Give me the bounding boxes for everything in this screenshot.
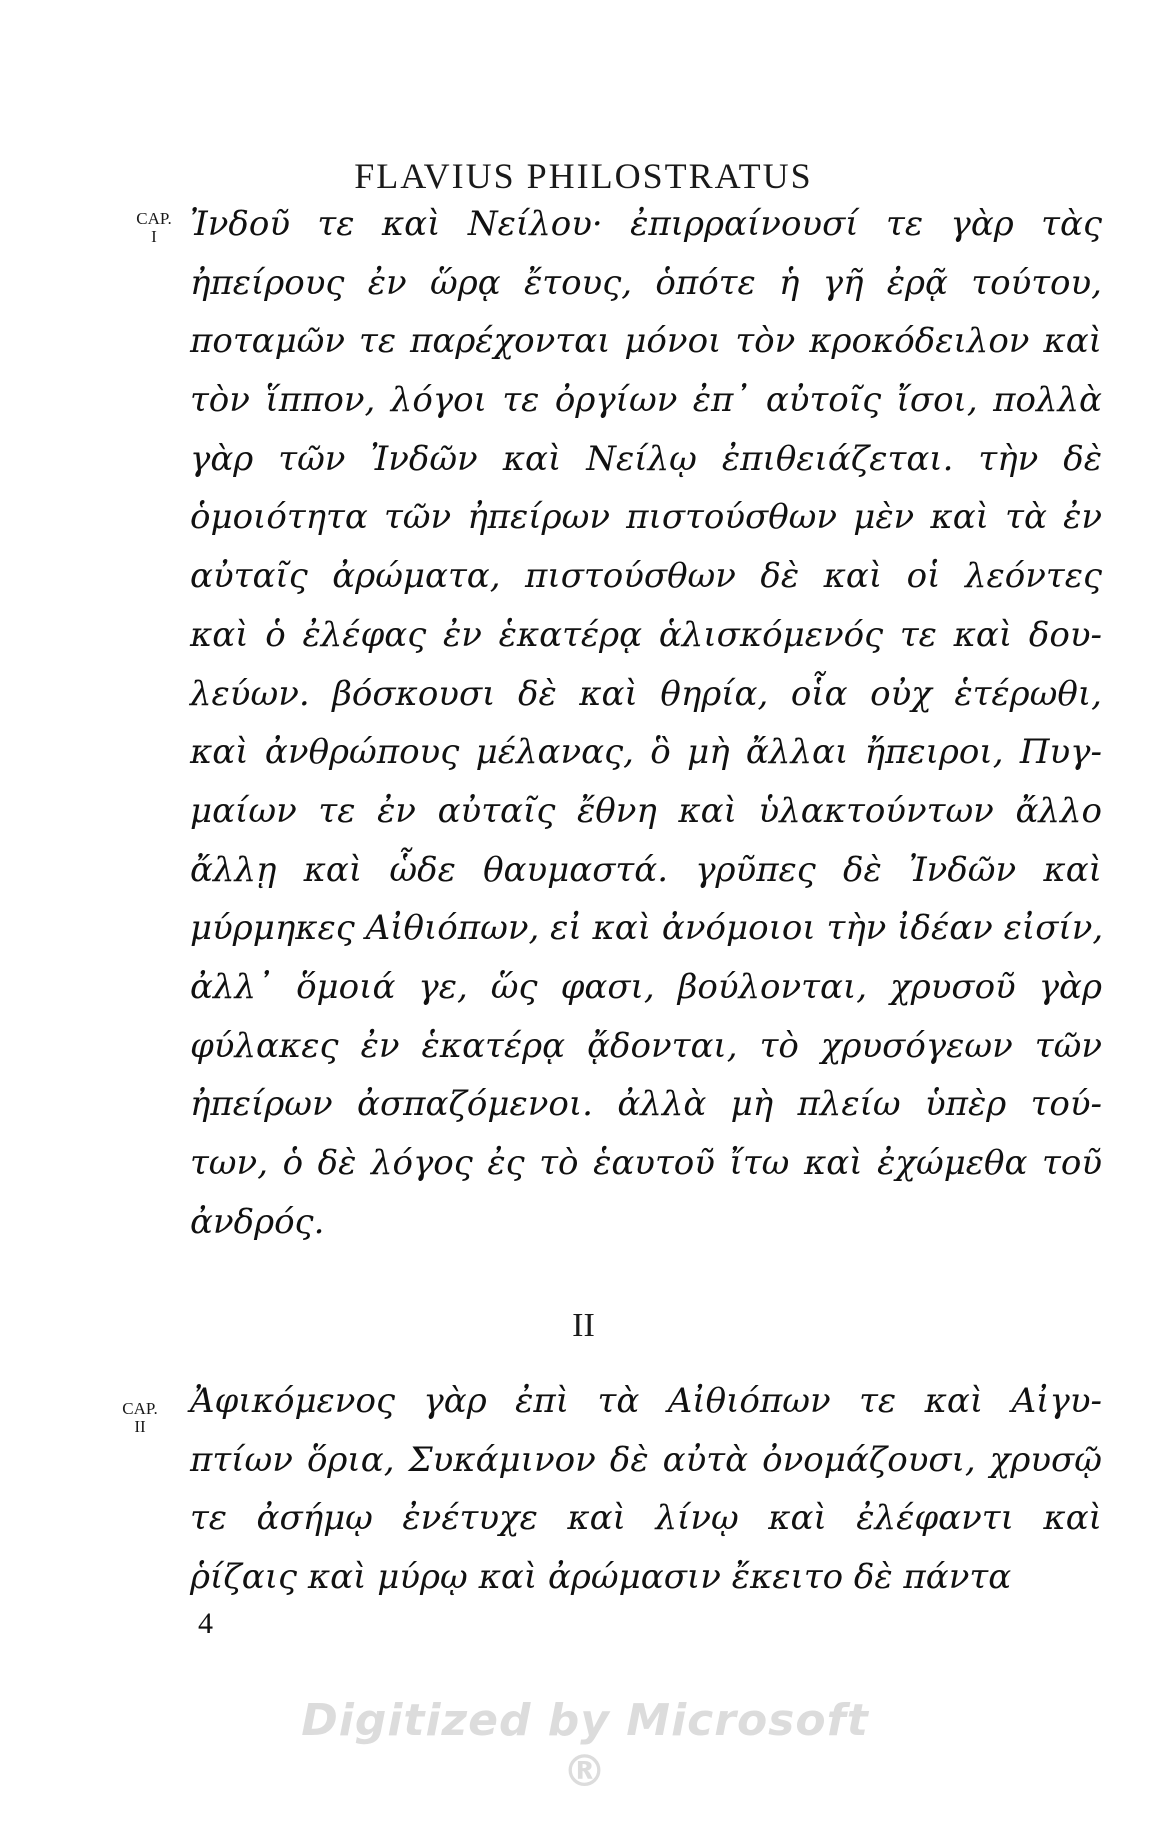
text-line: ἠπείρους ἐν ὥρᾳ ἔτους, ὁπότε ἡ γῆ ἐρᾷ τούτου,: [190, 262, 1102, 303]
chapter-2-margin-number: II: [134, 1417, 146, 1436]
text-line: αὐταῖς ἀρώματα, πιστούσθων δὲ καὶ οἱ λεόντες: [190, 556, 1102, 597]
text-line: ὁμοιότητα τῶν ἠπείρων πιστούσθων μὲν καὶ τὰ ἐν: [190, 497, 1102, 538]
text-line: ἀνδρός.: [190, 1201, 325, 1242]
text-line: Ἰνδοῦ τε καὶ Νείλου· ἐπιρραίνουσί τε γὰρ τὰς: [190, 204, 1102, 244]
text-line: ῥίζαις καὶ μύρῳ καὶ ἀρώμασιν ἔκειτο δὲ πάντα: [190, 1557, 1012, 1598]
text-line: ποταμῶν τε παρέχονται μόνοι τὸν κροκόδειλον καὶ: [190, 321, 1102, 362]
section-number: II: [572, 1307, 595, 1344]
page-number: 4: [198, 1607, 213, 1640]
text-line: ἄλλῃ καὶ ὧδε θαυμαστά. γρῦπες δὲ Ἰνδῶν καὶ: [190, 849, 1102, 890]
chapter-1-margin-label: CAP.: [136, 209, 172, 228]
chapter-2-margin-note: [110, 1400, 170, 1436]
digitization-watermark: Digitized by Microsoft ®: [301, 1695, 869, 1797]
chapter-2-text: [190, 1372, 1102, 1607]
text-line: τὸν ἵππον, λόγοι τε ὀργίων ἐπ᾽ αὐτοῖς ἴσοι, πολλὰ: [190, 380, 1102, 421]
text-line: μύρμηκες Αἰθιόπων, εἰ καὶ ἀνόμοιοι τὴν ἰδέαν εἰσίν,: [190, 908, 1104, 949]
running-head: FLAVIUS PHILOSTRATUS: [354, 156, 813, 196]
text-line: μαίων τε ἐν αὐταῖς ἔθνη καὶ ὑλακτούντων ἄλλο: [190, 790, 1102, 831]
chapter-1-margin-note: [128, 210, 180, 246]
text-line: γὰρ τῶν Ἰνδῶν καὶ Νείλῳ ἐπιθειάζεται. τὴν δὲ: [190, 438, 1102, 479]
text-line: πτίων ὅρια, Συκάμινον δὲ αὐτὰ ὀνομάζουσι, χρυσῷ: [190, 1439, 1102, 1480]
text-line: τε ἀσήμῳ ἐνέτυχε καὶ λίνῳ καὶ ἐλέφαντι καὶ: [190, 1498, 1102, 1539]
text-line: ἀλλ᾽ ὅμοιά γε, ὥς φασι, βούλονται, χρυσοῦ γὰρ: [190, 966, 1102, 1007]
text-line: των, ὁ δὲ λόγος ἐς τὸ ἑαυτοῦ ἴτω καὶ ἐχώμεθα τοῦ: [190, 1143, 1102, 1183]
text-line: λεύων. βόσκουσι δὲ καὶ θηρία, οἷα οὐχ ἑτέρωθι,: [190, 673, 1102, 714]
chapter-2-margin-label: CAP.: [122, 1399, 158, 1418]
chapter-1-text: [190, 195, 1102, 1251]
chapter-1-margin-number: I: [151, 227, 157, 246]
text-line: ἠπείρων ἀσπαζόμενοι. ἀλλὰ μὴ πλείω ὑπὲρ τού-: [190, 1084, 1102, 1125]
text-line: φύλακες ἐν ἑκατέρᾳ ᾄδονται, τὸ χρυσόγεων τῶν: [190, 1025, 1102, 1066]
text-line: καὶ ὁ ἐλέφας ἐν ἑκατέρᾳ ἁλισκόμενός τε καὶ δου-: [190, 614, 1102, 655]
text-line: καὶ ἀνθρώπους μέλανας, ὃ μὴ ἄλλαι ἤπειροι, Πυγ-: [190, 732, 1102, 773]
text-line: Ἀφικόμενος γὰρ ἐπὶ τὰ Αἰθιόπων τε καὶ Αἰγυ-: [190, 1381, 1102, 1421]
